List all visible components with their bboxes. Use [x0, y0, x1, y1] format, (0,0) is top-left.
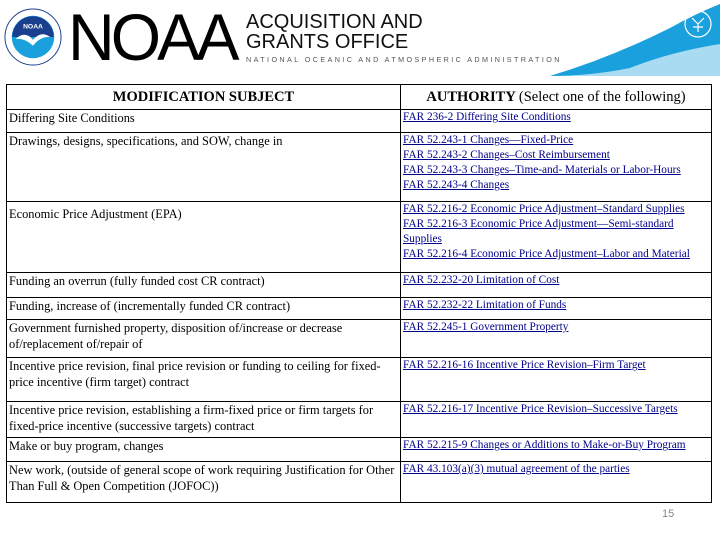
- modification-subject-cell: Funding an overrun (fully funded cost CR contract): [7, 273, 401, 298]
- office-name-line2: GRANTS OFFICE: [246, 31, 409, 53]
- noaa-seal-icon: [4, 6, 62, 68]
- far-clause-link[interactable]: FAR 52.216-4 Economic Price Adjustment–Labor and Material: [403, 248, 690, 260]
- table-row: [7, 110, 712, 133]
- modification-subject-cell: New work, (outside of general scope of work requiring Justification for Other Than Full & Open Competition (JOFOC)): [7, 462, 401, 503]
- modification-subject-cell: Incentive price revision, final price revision or funding to ceiling for fixed-price incentive (firm target) contract: [7, 358, 401, 402]
- far-clause-link[interactable]: FAR 52.243-4 Changes: [403, 179, 510, 191]
- modification-subject-cell: Drawings, designs, specifications, and SOW, change in: [7, 133, 401, 202]
- table-row: [7, 438, 712, 462]
- authority-cell: [401, 202, 712, 273]
- svg-text:NOAA: NOAA: [23, 23, 43, 31]
- table-row: [7, 273, 712, 298]
- office-name-line1: ACQUISITION AND: [246, 11, 423, 33]
- table-row: [7, 133, 712, 202]
- far-clause-link[interactable]: FAR 52.243-1 Changes—Fixed-Price: [403, 134, 574, 146]
- far-clause-link[interactable]: FAR 52.245-1 Government Property: [403, 321, 569, 333]
- agency-tagline: NATIONAL OCEANIC AND ATMOSPHERIC ADMINISTRATION: [246, 55, 562, 64]
- modification-subject-cell: Make or buy program, changes: [7, 438, 401, 462]
- far-clause-link[interactable]: FAR 52.216-16 Incentive Price Revision–Firm Target: [403, 359, 646, 371]
- department-of-commerce-seal-icon: [550, 0, 720, 80]
- header-authority: [401, 85, 712, 110]
- far-clause-link[interactable]: FAR 52.232-20 Limitation of Cost: [403, 274, 560, 286]
- modification-subject-cell: Economic Price Adjustment (EPA): [7, 202, 401, 273]
- far-clause-link[interactable]: FAR 52.216-3 Economic Price Adjustment—Semi-standard Supplies: [403, 218, 674, 245]
- modification-subject-cell: Funding, increase of (incrementally funded CR contract): [7, 298, 401, 320]
- header-modification-subject: MODIFICATION SUBJECT: [7, 85, 401, 110]
- authority-cell: [401, 298, 712, 320]
- page-header: [0, 0, 720, 80]
- far-clause-link[interactable]: FAR 52.216-2 Economic Price Adjustment–Standard Supplies: [403, 203, 685, 215]
- authority-cell: [401, 358, 712, 402]
- office-name: [246, 12, 423, 52]
- modification-authority-table: [6, 84, 712, 503]
- authority-cell: [401, 110, 712, 133]
- table-header-row: [7, 85, 712, 110]
- header-authority-label: AUTHORITY: [426, 89, 516, 105]
- table-row: [7, 402, 712, 438]
- modification-subject-cell: Incentive price revision, establishing a firm-fixed price or firm targets for fixed-price incentive (successive targets) contract: [7, 402, 401, 438]
- table-row: [7, 298, 712, 320]
- far-clause-link[interactable]: FAR 236-2 Differing Site Conditions: [403, 111, 571, 123]
- authority-cell: [401, 133, 712, 202]
- table-row: [7, 202, 712, 273]
- authority-cell: [401, 462, 712, 503]
- far-clause-link[interactable]: FAR 43.103(a)(3) mutual agreement of the parties: [403, 463, 630, 475]
- modification-subject-cell: Differing Site Conditions: [7, 110, 401, 133]
- noaa-wordmark: NOAA: [68, 0, 236, 74]
- table-row: [7, 462, 712, 503]
- far-clause-link[interactable]: FAR 52.215-9 Changes or Additions to Make-or-Buy Program: [403, 439, 686, 451]
- far-clause-link[interactable]: FAR 52.232-22 Limitation of Funds: [403, 299, 567, 311]
- far-clause-link[interactable]: FAR 52.216-17 Incentive Price Revision–Successive Targets: [403, 403, 678, 415]
- header-authority-note: (Select one of the following): [518, 89, 686, 105]
- modification-subject-cell: Government furnished property, disposition of/increase or decrease of/replacement of/repair of: [7, 320, 401, 358]
- authority-cell: [401, 273, 712, 298]
- far-clause-link[interactable]: FAR 52.243-2 Changes–Cost Reimbursement: [403, 149, 610, 161]
- page-number: 15: [662, 508, 675, 520]
- authority-cell: [401, 320, 712, 358]
- table-row: [7, 358, 712, 402]
- authority-cell: [401, 438, 712, 462]
- authority-cell: [401, 402, 712, 438]
- far-clause-link[interactable]: FAR 52.243-3 Changes–Time-and- Materials or Labor-Hours: [403, 164, 681, 176]
- table-row: [7, 320, 712, 358]
